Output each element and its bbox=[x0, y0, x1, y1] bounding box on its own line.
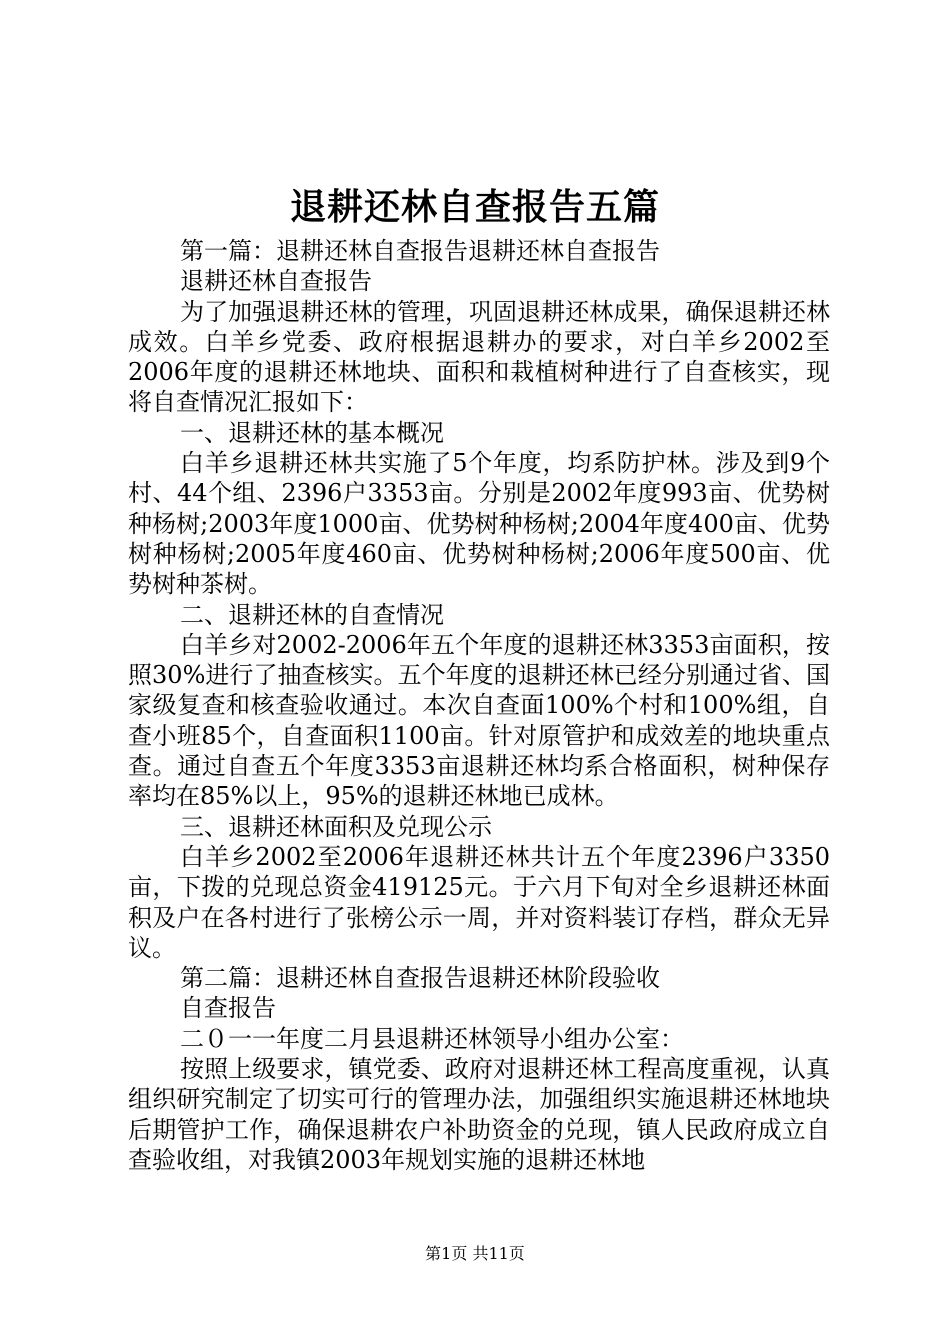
addressee-line: 二０一一年度二月县退耕还林领导小组办公室： bbox=[180, 1024, 684, 1053]
body-paragraph: 白羊乡退耕还林共实施了5个年度，均系防护林。涉及到9个村、44个组、2396户3353亩。分别是2002年度993亩、优势树种杨树;2003年度1000亩、优势树种杨树;2004年度400亩、优势树种杨树;2005年度460亩、优势树种杨树;2006年度500亩、优势树种茶树。 bbox=[128, 449, 830, 599]
page-footer: 第1页 共11页 bbox=[425, 1244, 525, 1263]
body-paragraph: 按照上级要求，镇党委、政府对退耕还林工程高度重视，认真组织研究制定了切实可行的管理办法，加强组织实施退耕还林地块后期管护工作，确保退耕农户补助资金的兑现，镇人民政府成立自查验收组，对我镇2003年规划实施的退耕还林地 bbox=[128, 1055, 830, 1174]
section-heading-1: 第一篇：退耕还林自查报告退耕还林自查报告 bbox=[180, 237, 660, 265]
body-paragraph: 白羊乡对2002-2006年五个年度的退耕还林3353亩面积，按照30%进行了抽查核实。五个年度的退耕还林已经分别通过省、国家级复查和核查验收通过。本次自查面100%个村和100%组，自查小班85个，自查面积1100亩。针对原管护和成效差的地块重点查。通过自查五个年度3353亩退耕还林均系合格面积，树种保存率均在85%以上，95%的退耕还林地已成林。 bbox=[128, 630, 830, 811]
section-heading-2: 第二篇：退耕还林自查报告退耕还林阶段验收 bbox=[180, 964, 660, 993]
subheading-overview: 一、退耕还林的基本概况 bbox=[180, 418, 444, 447]
report-title-2: 自查报告 bbox=[180, 994, 276, 1023]
body-paragraph: 白羊乡2002至2006年退耕还林共计五个年度2396户3350亩，下拨的兑现总资金419125元。于六月下旬对全乡退耕还林面积及户在各村进行了张榜公示一周，并对资料装订存档，群众无异议。 bbox=[128, 842, 830, 962]
subheading-publicity: 三、退耕还林面积及兑现公示 bbox=[180, 812, 492, 841]
report-title-1: 退耕还林自查报告 bbox=[180, 267, 372, 296]
page-title: 退耕还林自查报告五篇 bbox=[289, 187, 660, 228]
document-body bbox=[128, 236, 830, 1175]
body-paragraph: 为了加强退耕还林的管理，巩固退耕还林成果，确保退耕还林成效。白羊乡党委、政府根据退耕办的要求，对白羊乡2002至2006年度的退耕还林地块、面积和栽植树种进行了自查核实，现将自查情况汇报如下： bbox=[128, 297, 830, 417]
subheading-self-check: 二、退耕还林的自查情况 bbox=[180, 600, 444, 629]
